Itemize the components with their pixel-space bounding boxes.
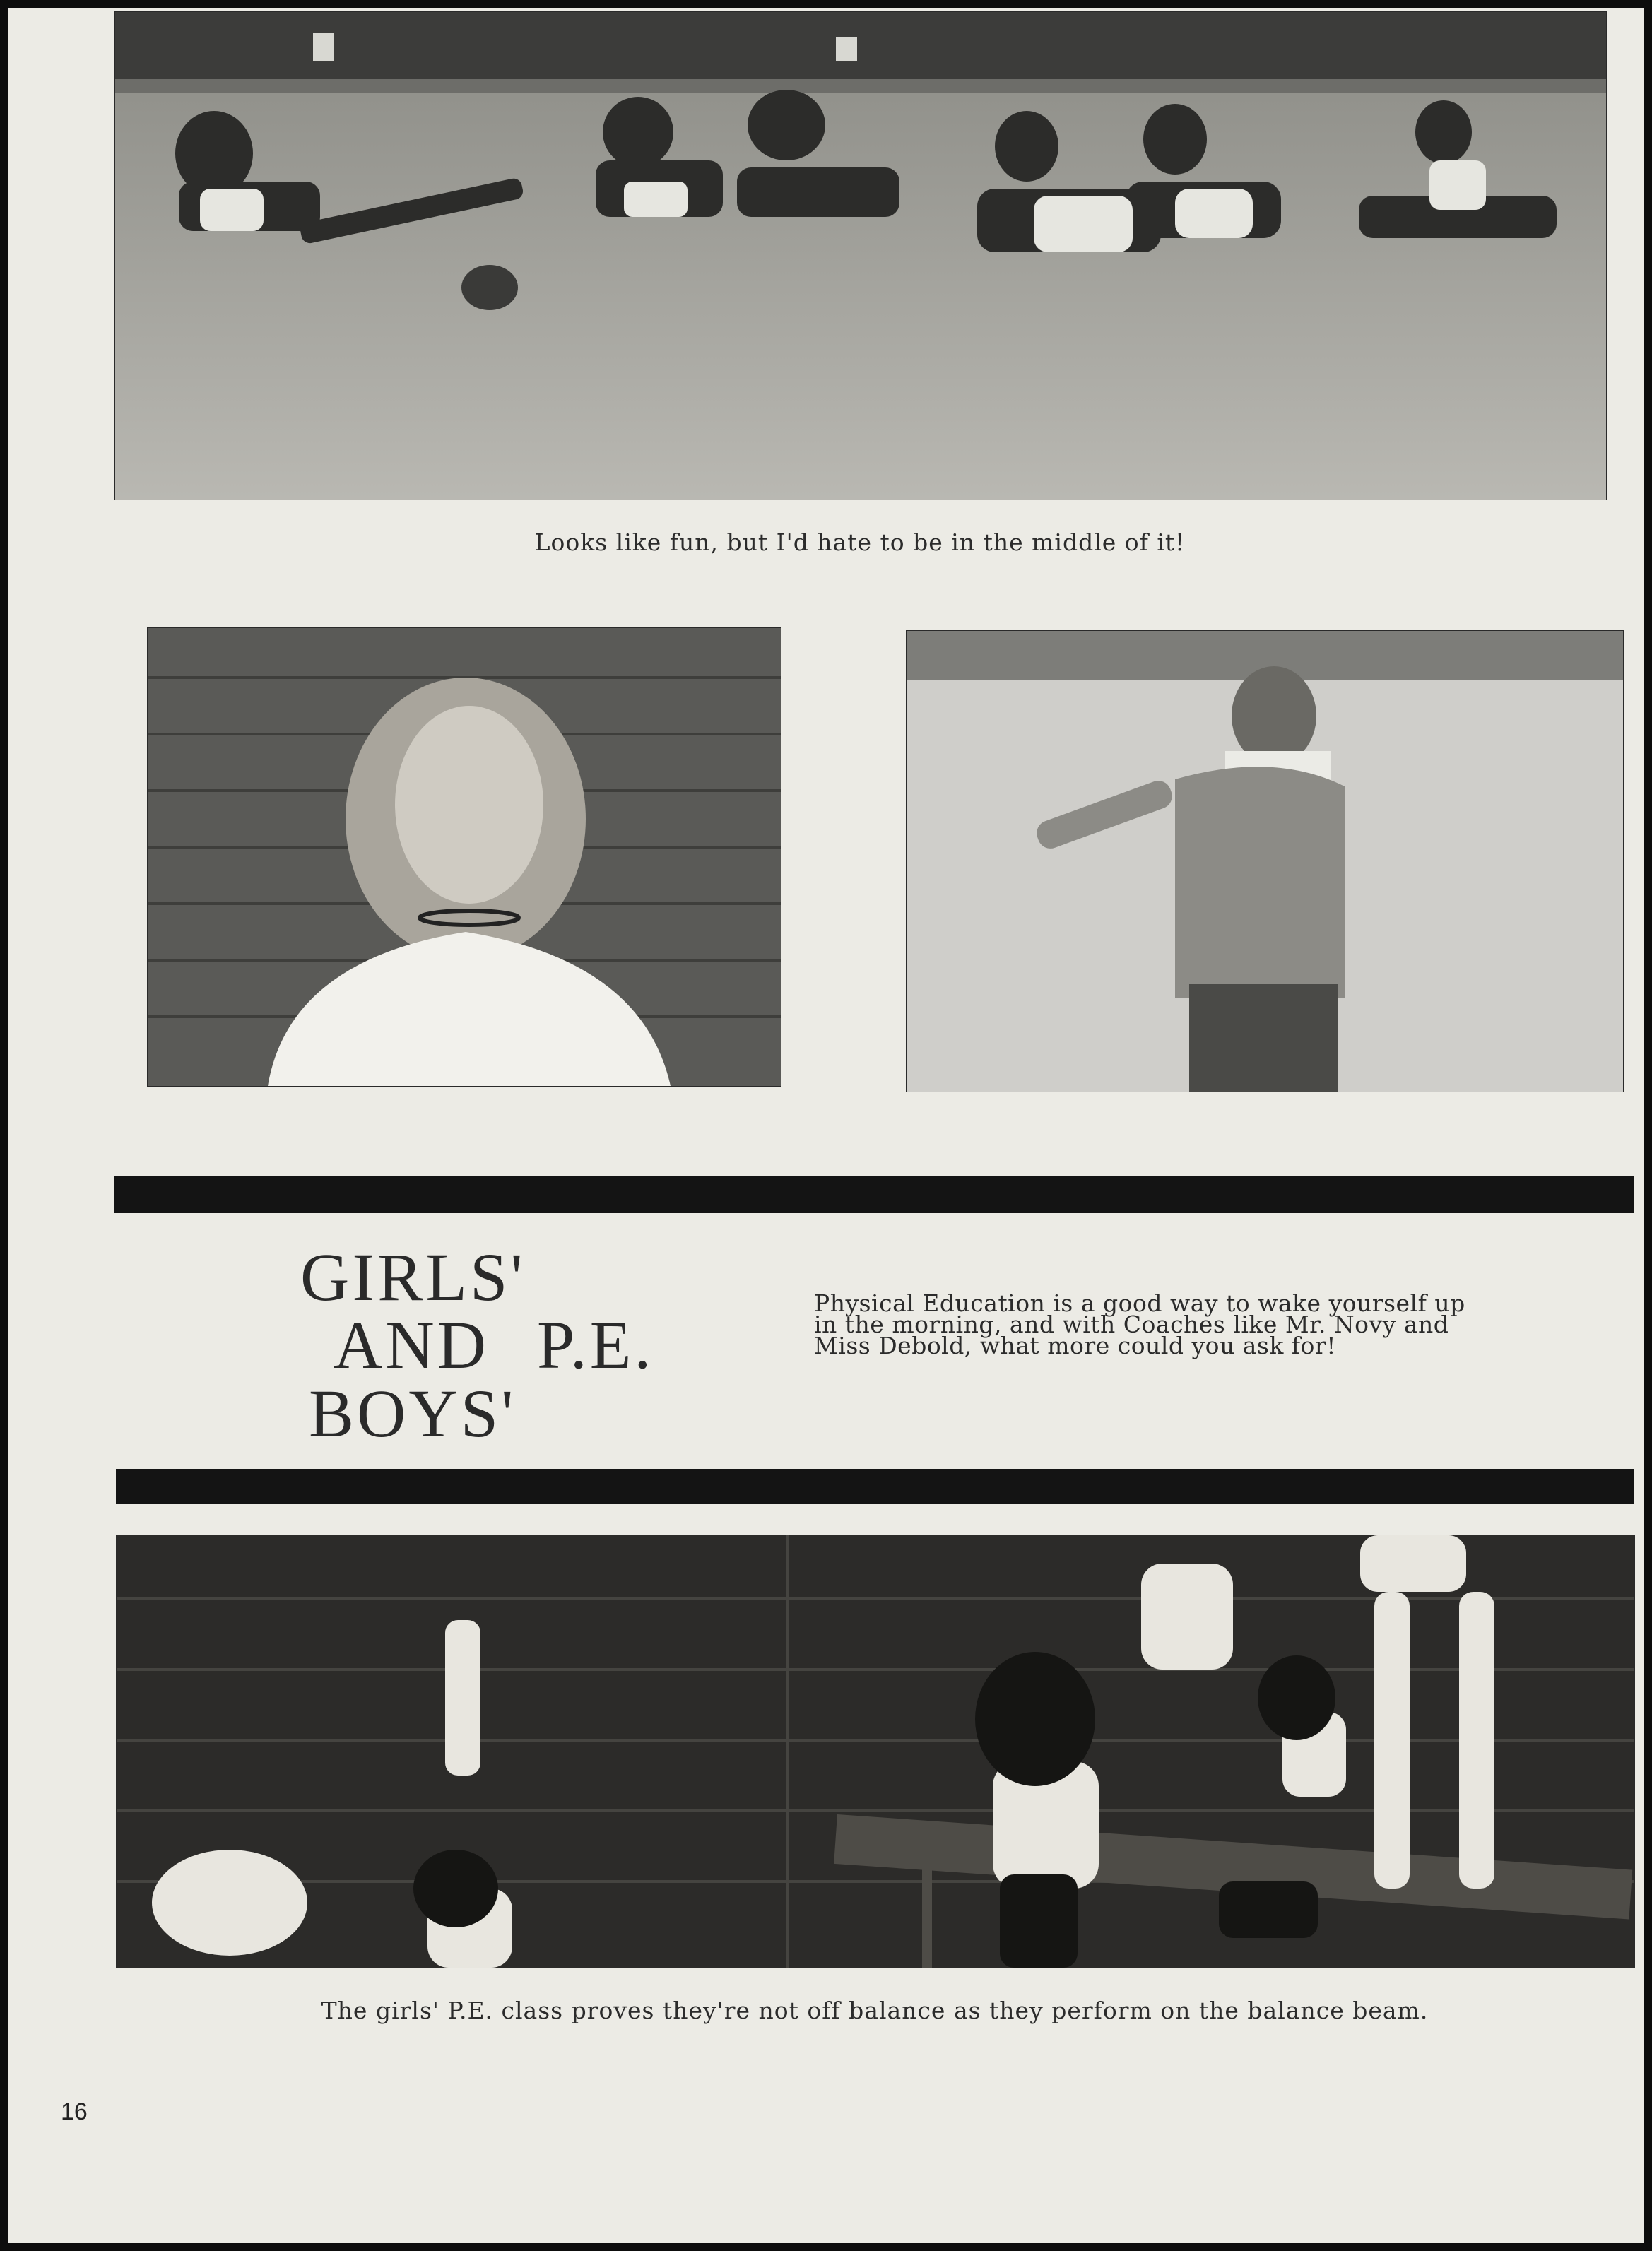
headline-line-3: BOYS' (309, 1376, 517, 1451)
bottom-divider-bar (116, 1469, 1634, 1504)
coach-photo (906, 630, 1624, 1092)
headline-line-2: AND P.E. (334, 1307, 654, 1383)
intro-line-2: in the morning, and with Coaches like Mr. Novy and (814, 1311, 1449, 1338)
intro-line-1: Physical Education is a good way to wake yourself up (814, 1289, 1465, 1317)
balance-beam-photo (116, 1535, 1635, 1968)
balance-beam-caption: The girls' P.E. class proves they're not off balance as they perform on the balance beam. (321, 1997, 1429, 2024)
intro-paragraph (814, 1289, 1528, 1359)
field-exercise-caption: Looks like fun, but I'd hate to be in the middle of it! (534, 528, 1186, 556)
field-exercise-photo (114, 11, 1607, 500)
page-number: 16 (61, 2098, 88, 2125)
top-divider-bar (114, 1176, 1634, 1213)
student-portrait-photo (147, 627, 781, 1087)
yearbook-page (8, 8, 1644, 2243)
headline-line-1: GIRLS' (300, 1239, 526, 1315)
intro-line-3: Miss Debold, what more could you ask for! (814, 1332, 1336, 1359)
